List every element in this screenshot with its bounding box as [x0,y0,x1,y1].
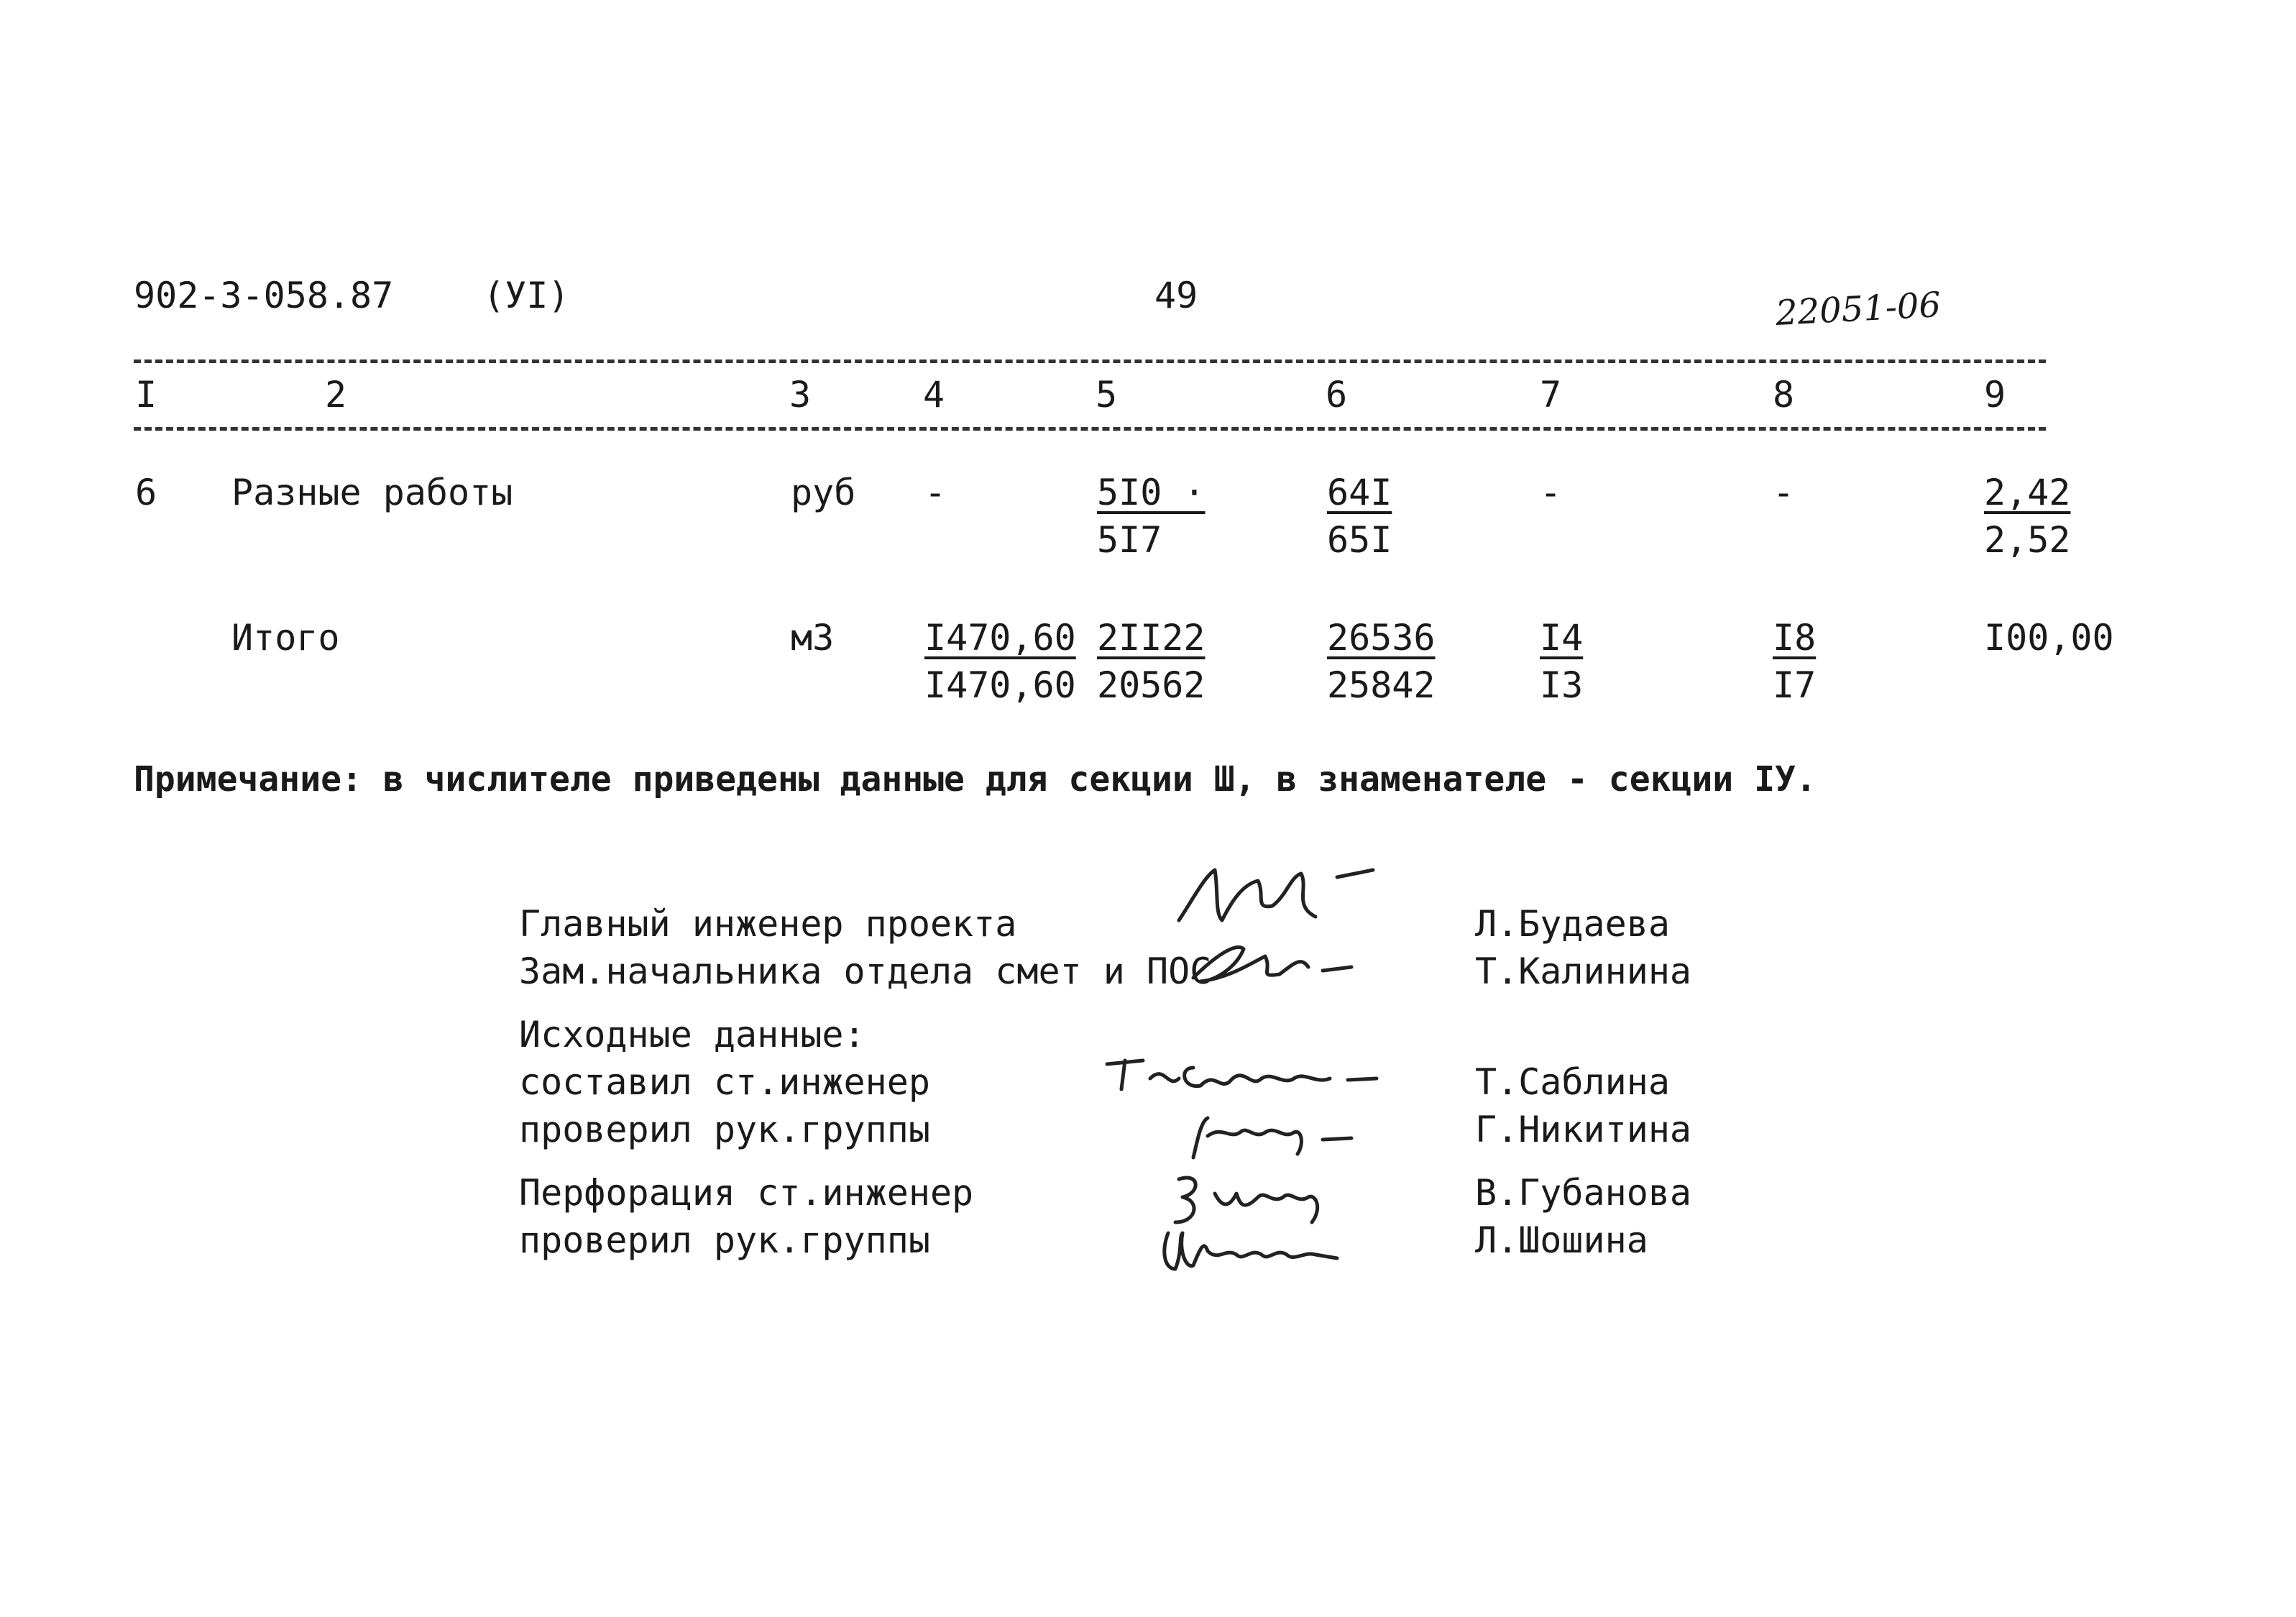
signature-kalinina-icon [1186,935,1373,992]
signer-name: Л.Шошина [1475,1219,1648,1261]
column-number: 9 [1984,374,2006,416]
signer-name: Т.Калинина [1475,950,1692,992]
table-top-rule [134,359,2046,363]
column-number: 7 [1540,374,1562,416]
cell-col9-top: 2,42 [1984,472,2071,513]
stamp-number: 22051-06 [1774,285,1942,334]
signer-role: проверил рук.группы [519,1109,930,1150]
source-data-heading: Исходные данные: [519,1014,865,1055]
column-number: 4 [923,374,945,416]
cell-col4-top: - [924,472,947,513]
signer-role: Перфорация ст.инженер [519,1172,974,1214]
cell-col5-top: 2II22 [1097,617,1206,659]
column-number: 6 [1326,374,1348,416]
column-number: 8 [1773,374,1795,416]
signature-gubanova-icon [1157,1165,1344,1229]
section-label: (УI) [483,275,570,316]
cell-col6-top: 26536 [1327,617,1436,659]
row-unit: руб [791,472,856,513]
signature-shoshina-icon [1150,1222,1351,1280]
cell-col5-bottom: 20562 [1097,664,1206,706]
cell-col7-top: - [1540,472,1562,513]
cell-col6-bottom: 25842 [1327,664,1436,706]
cell-col6-bottom: 65I [1327,519,1392,561]
signer-name: Л.Будаева [1475,903,1670,945]
row-unit: м3 [791,617,835,659]
document-code: 902-3-058.87 [134,275,394,316]
signature-budaeva-icon [1165,856,1395,935]
cell-col5-bottom: 5I7 [1097,519,1162,561]
column-number: 5 [1096,374,1118,416]
column-number: 2 [325,374,347,416]
cell-col8-bottom: I7 [1773,664,1817,706]
table-note: Примечание: в числителе приведены данные для секции Ш, в знаменателе - секции IУ. [134,759,1817,800]
table-header-rule [134,427,2046,431]
column-number: I [135,374,157,416]
signer-role: проверил рук.группы [519,1219,930,1261]
cell-col4-top: I470,60 [924,617,1076,659]
cell-col4-bottom: I470,60 [924,664,1076,706]
page-number: 49 [1154,275,1198,316]
signer-role: составил ст.инженер [519,1061,930,1103]
signature-nikitina-icon [1179,1107,1366,1165]
signer-name: В.Губанова [1475,1172,1692,1214]
signer-name: Г.Никитина [1475,1109,1692,1150]
cell-col7-bottom: I3 [1540,664,1584,706]
column-number: 3 [789,374,812,416]
row-name: Итого [231,617,340,659]
cell-col5-top: 5I0 · [1097,472,1206,513]
signature-sablina-icon [1100,1050,1387,1100]
cell-col8-top: I8 [1773,617,1817,659]
cell-col7-top: I4 [1540,617,1584,659]
row-name: Разные работы [231,472,513,513]
row-number: 6 [135,472,157,513]
signer-role: Зам.начальника отдела смет и ПОС [519,950,1212,992]
cell-col8-top: - [1773,472,1795,513]
signer-role: Главный инженер проекта [519,903,1017,945]
cell-col9-bottom: 2,52 [1984,519,2071,561]
cell-col9-top: I00,00 [1984,617,2114,659]
signer-name: Т.Саблина [1475,1061,1670,1103]
cell-col6-top: 64I [1327,472,1392,513]
